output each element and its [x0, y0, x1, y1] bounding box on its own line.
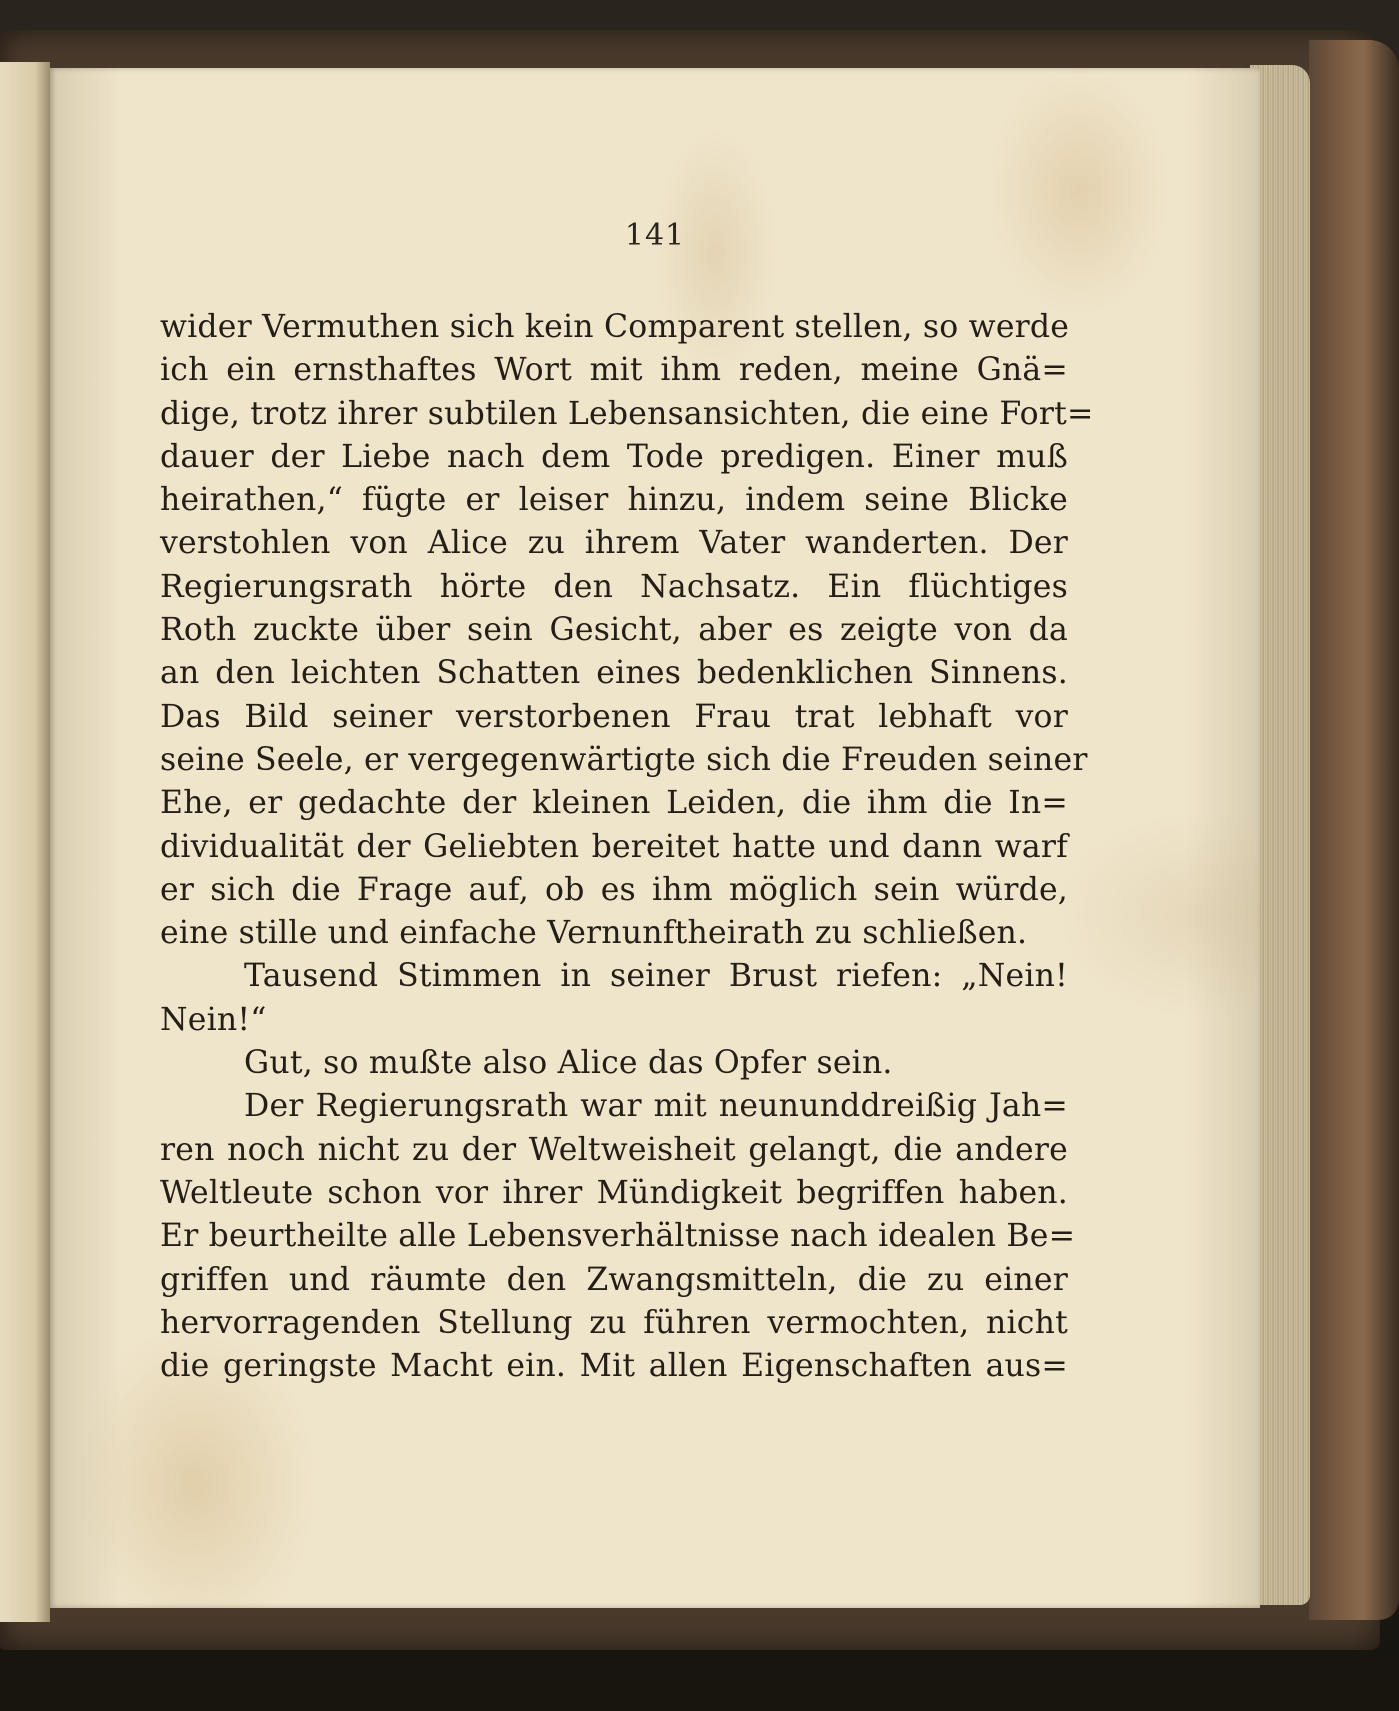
text-line: Das Bild seiner verstorbenen Frau trat lebhaft vor [160, 698, 1068, 735]
text-line: verstohlen von Alice zu ihrem Vater wanderten. Der [160, 525, 1068, 562]
text-line: er sich die Frage auf, ob es ihm möglich sein würde, [160, 871, 1068, 908]
text-line: die geringste Macht ein. Mit allen Eigenschaften aus= [160, 1348, 1068, 1385]
text-line: dividualität der Geliebten bereitet hatte und dann warf [160, 828, 1068, 865]
text-line: hervorragenden Stellung zu führen vermochten, nicht [160, 1304, 1068, 1341]
text-line: seine Seele, er vergegenwärtigte sich die Freuden seiner [160, 741, 1088, 778]
text-line: Tausend Stimmen in seiner Brust riefen: „Nein! [244, 958, 1068, 995]
book-page [50, 68, 1260, 1608]
text-line: an den leichten Schatten eines bedenklichen Sinnens. [160, 655, 1068, 692]
text-line: Er beurtheilte alle Lebensverhältnisse nach idealen Be= [160, 1218, 1076, 1255]
text-line: dauer der Liebe nach dem Tode predigen. Einer muß [160, 438, 1068, 475]
text-line: eine stille und einfache Vernunftheirath zu schließen. [160, 915, 1028, 952]
text-line: Regierungsrath hörte den Nachsatz. Ein flüchtiges [160, 568, 1068, 605]
text-line: wider Vermuthen sich kein Comparent stellen, so werde [160, 309, 1070, 345]
text-line: griffen und räumte den Zwangsmitteln, die zu einer [160, 1261, 1068, 1298]
text-line: heirathen,“ fügte er leiser hinzu, indem seine Blicke [160, 482, 1068, 519]
text-line: Ehe, er gedachte der kleinen Leiden, die ihm die In= [160, 785, 1068, 822]
text-line: Weltleute schon vor ihrer Mündigkeit begriffen haben. [160, 1174, 1068, 1211]
book-spine-edge [1309, 40, 1399, 1620]
page-number: 141 [624, 218, 686, 253]
body-text [160, 306, 1094, 1388]
text-line: ren noch nicht zu der Weltweisheit gelangt, die andere [160, 1131, 1068, 1168]
text-line: Gut, so mußte also Alice das Opfer sein. [244, 1045, 893, 1082]
text-line: dige, trotz ihrer subtilen Lebensansichten, die eine Fort= [160, 395, 1094, 432]
text-line: ich ein ernsthaftes Wort mit ihm reden, meine Gnä= [160, 352, 1068, 389]
text-line: Roth zuckte über sein Gesicht, aber es zeigte von da [160, 612, 1068, 649]
text-line: Der Regierungsrath war mit neununddreißig Jah= [244, 1088, 1068, 1125]
left-page-sliver [0, 62, 50, 1622]
text-line: Nein!“ [160, 1001, 267, 1038]
